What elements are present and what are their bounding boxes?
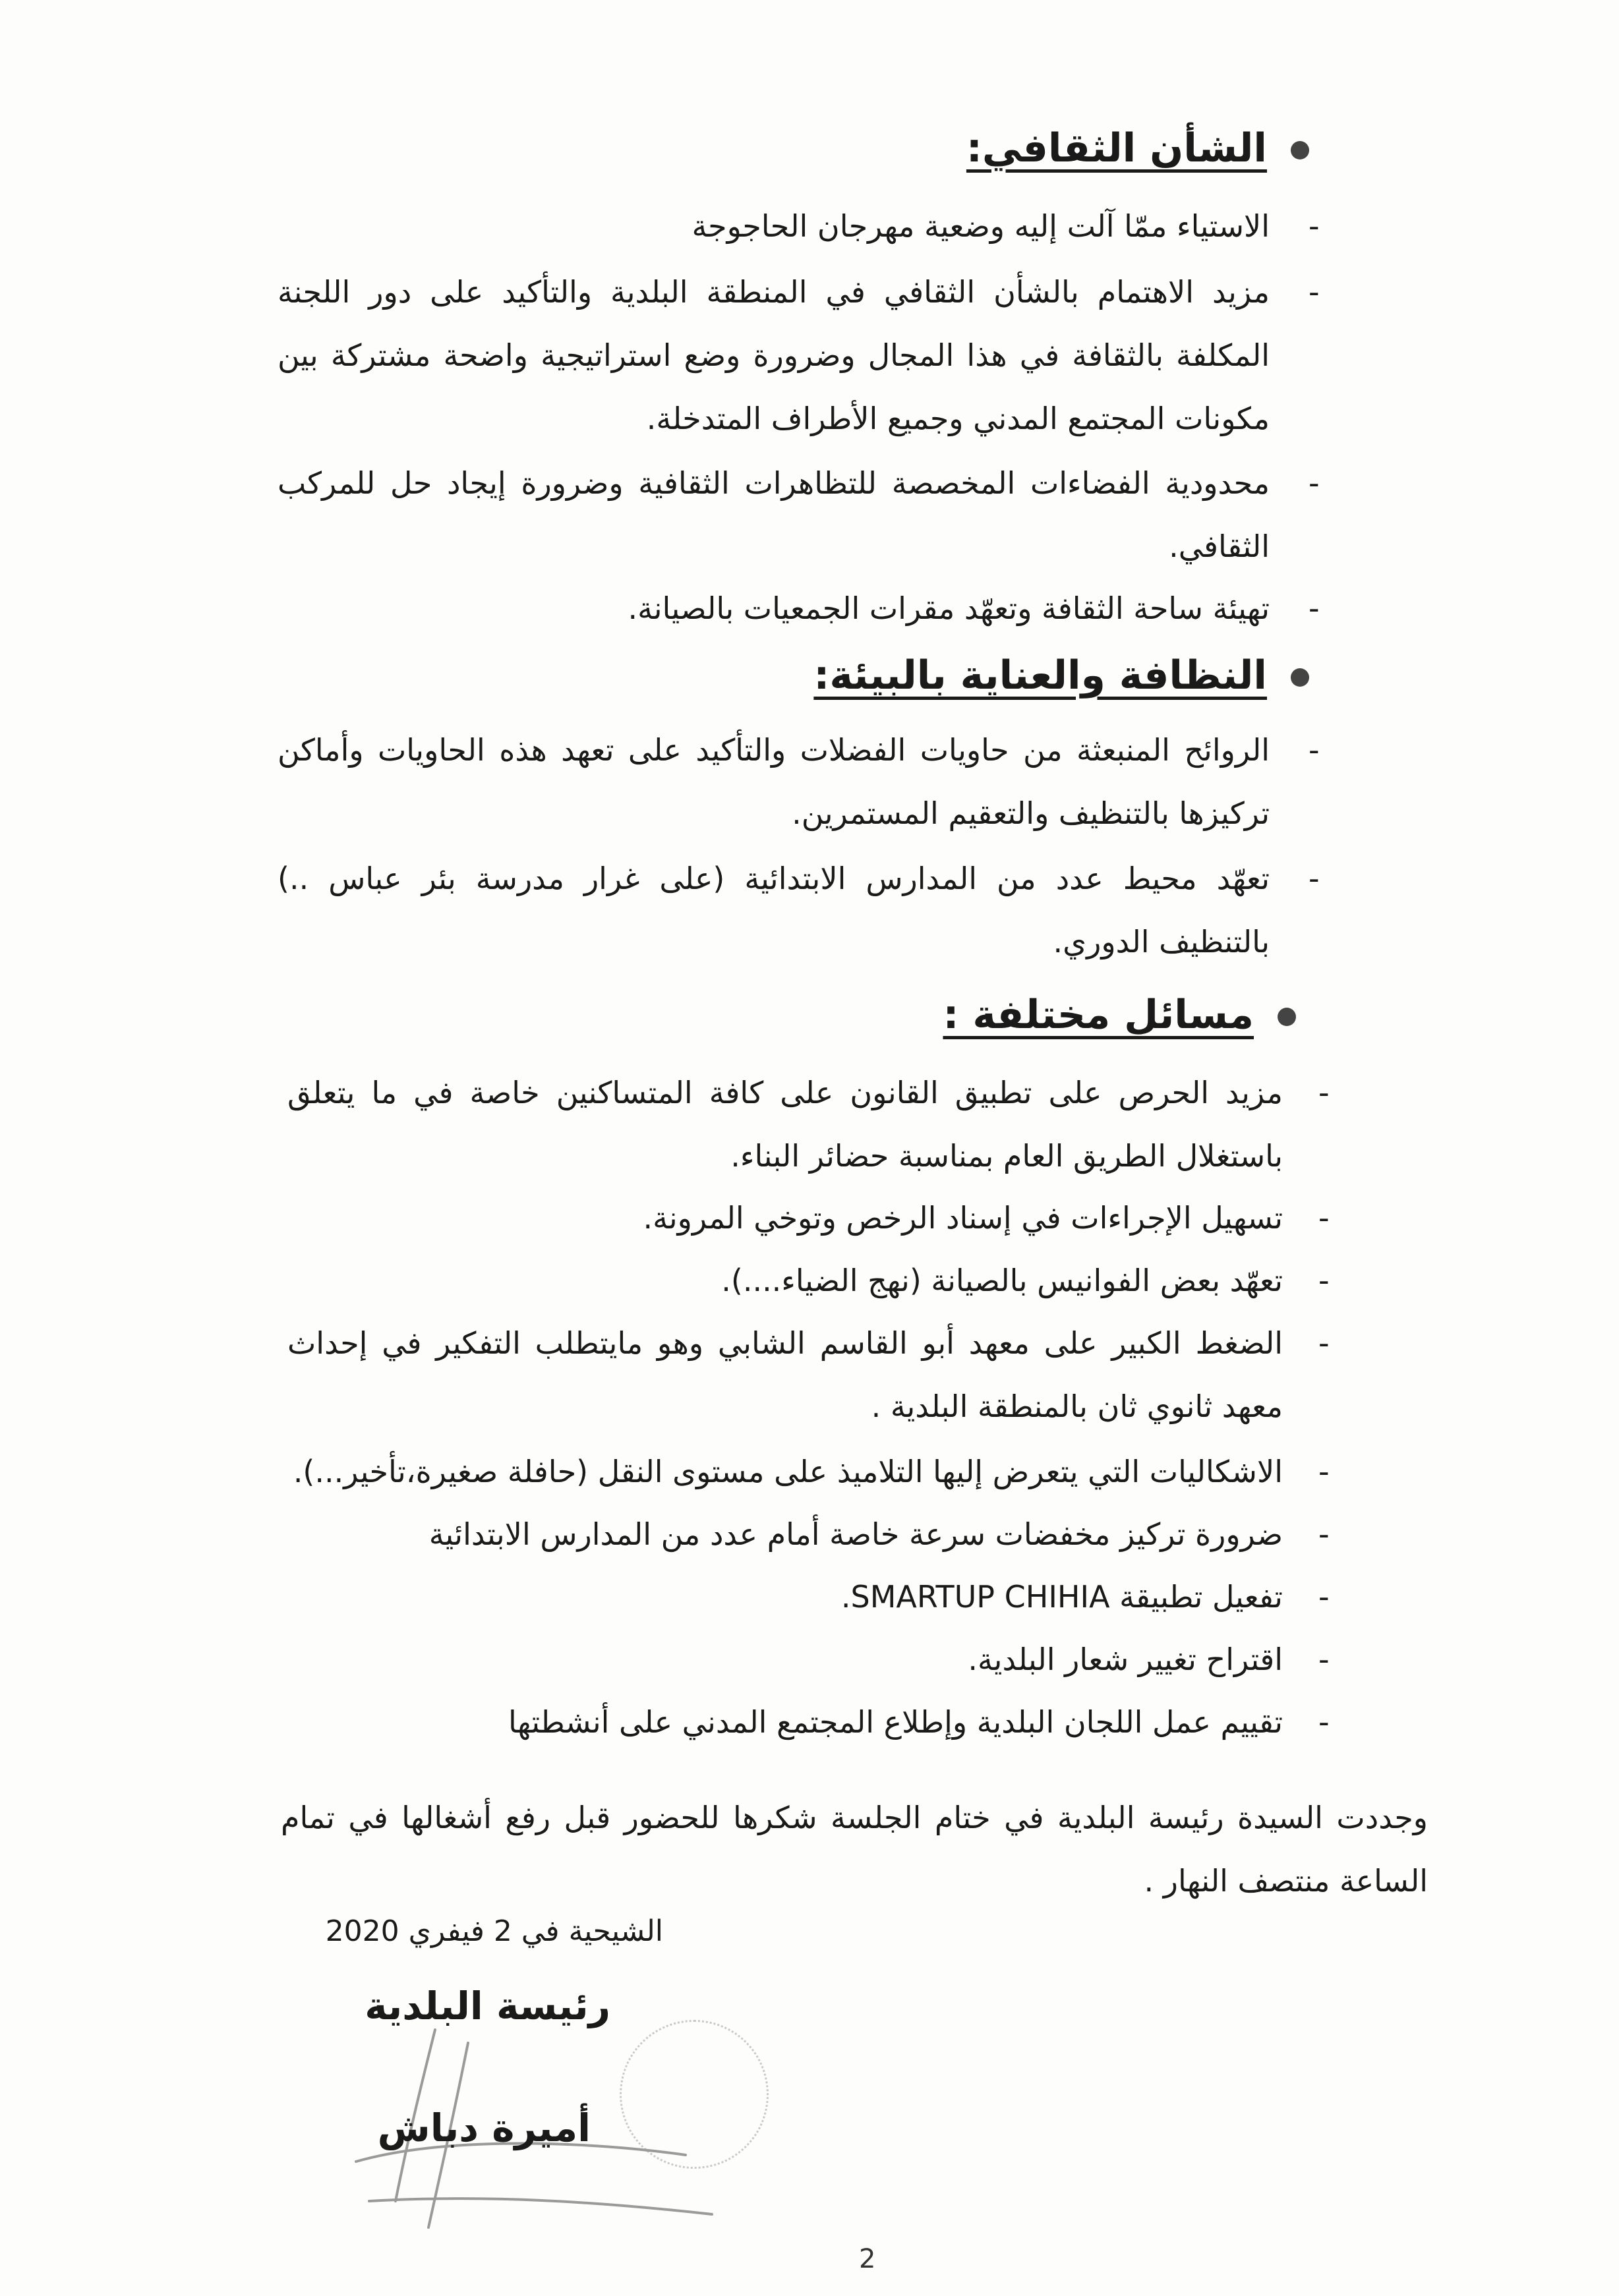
bullet-icon (1291, 668, 1309, 687)
list-item: تهيئة ساحة الثقافة وتعهّد مقرات الجمعيات بالصيانة. (628, 590, 1270, 626)
section-title-culture: الشأن الثقافي: (966, 125, 1309, 171)
list-dash: - (1309, 208, 1320, 244)
list-item: مزيد الاهتمام بالشأن الثقافي في المنطقة البلدية والتأكيد على دور اللجنة المكلفة بالثقافة في هذا المجال وضرورة وضع استراتيجية واضحة مشتركة بين مكونات المجتمع المدني وجميع الأطراف المتدخلة. (278, 274, 1270, 436)
section-title-misc: مسائل مختلفة : (943, 992, 1296, 1038)
section-title-environment: النظافة والعناية بالبيئة: (813, 652, 1309, 699)
list-item: مزيد الحرص على تطبيق القانون على كافة المتساكنين خاصة في ما يتعلق باستغلال الطريق العام بمناسبة حضائر البناء. (287, 1075, 1283, 1174)
list-item: تقييم عمل اللجان البلدية وإطلاع المجتمع المدني على أنشطتها (508, 1704, 1283, 1740)
bullet-icon (1291, 141, 1309, 159)
bullet-icon (1278, 1008, 1296, 1026)
list-dash: - (1309, 732, 1320, 768)
list-dash: - (1318, 1454, 1330, 1489)
closing-paragraph: وجددت السيدة رئيسة البلدية في ختام الجلسة شكرها للحضور قبل رفع أشغالها في تمام الساعة منتصف النهار . (281, 1800, 1428, 1899)
list-dash: - (1318, 1579, 1330, 1615)
list-item: الاستياء ممّا آلت إليه وضعية مهرجان الحاجوجة (692, 208, 1270, 244)
list-dash: - (1318, 1263, 1330, 1298)
list-item: ضرورة تركيز مخفضات سرعة خاصة أمام عدد من المدارس الابتدائية (428, 1516, 1283, 1552)
list-item: اقتراح تغيير شعار البلدية. (968, 1642, 1283, 1677)
list-item: تسهيل الإجراءات في إسناد الرخص وتوخي المرونة. (643, 1200, 1283, 1236)
list-item: الاشكاليات التي يتعرض إليها التلاميذ على مستوى النقل (حافلة صغيرة،تأخير...). (293, 1454, 1283, 1489)
list-item: تفعيل تطبيقة SMARTUP CHIHIA. (840, 1579, 1283, 1615)
list-item: تعهّد بعض الفوانيس بالصيانة (نهج الضياء....). (721, 1263, 1283, 1298)
page-number: 2 (859, 2244, 876, 2274)
list-dash: - (1309, 274, 1320, 310)
list-dash: - (1318, 1200, 1330, 1236)
list-item: تعهّد محيط عدد من المدارس الابتدائية (على غرار مدرسة بئر عباس ..) بالتنظيف الدوري. (278, 861, 1270, 960)
list-item: الروائح المنبعثة من حاويات الفضلات والتأكيد على تعهد هذه الحاويات وأماكن تركيزها بالتنظيف والتعقيم المستمرين. (278, 732, 1270, 831)
list-dash: - (1318, 1704, 1330, 1740)
signature-name: أميرة دباش (377, 2106, 591, 2150)
list-dash: - (1309, 465, 1320, 501)
list-dash: - (1318, 1325, 1330, 1361)
list-dash: - (1318, 1642, 1330, 1677)
list-dash: - (1309, 861, 1320, 896)
list-item: محدودية الفضاءات المخصصة للتظاهرات الثقافية وضرورة إيجاد حل للمركب الثقافي. (278, 465, 1270, 564)
signature-date-place: الشيحية في 2 فيفري 2020 (325, 1914, 663, 1948)
signature-role: رئيسة البلدية (365, 1984, 610, 2028)
list-dash: - (1309, 590, 1320, 626)
list-item: الضغط الكبير على معهد أبو القاسم الشابي وهو مايتطلب التفكير في إحداث معهد ثانوي ثان بالمنطقة البلدية . (287, 1325, 1283, 1424)
list-dash: - (1318, 1516, 1330, 1552)
list-dash: - (1318, 1075, 1330, 1110)
